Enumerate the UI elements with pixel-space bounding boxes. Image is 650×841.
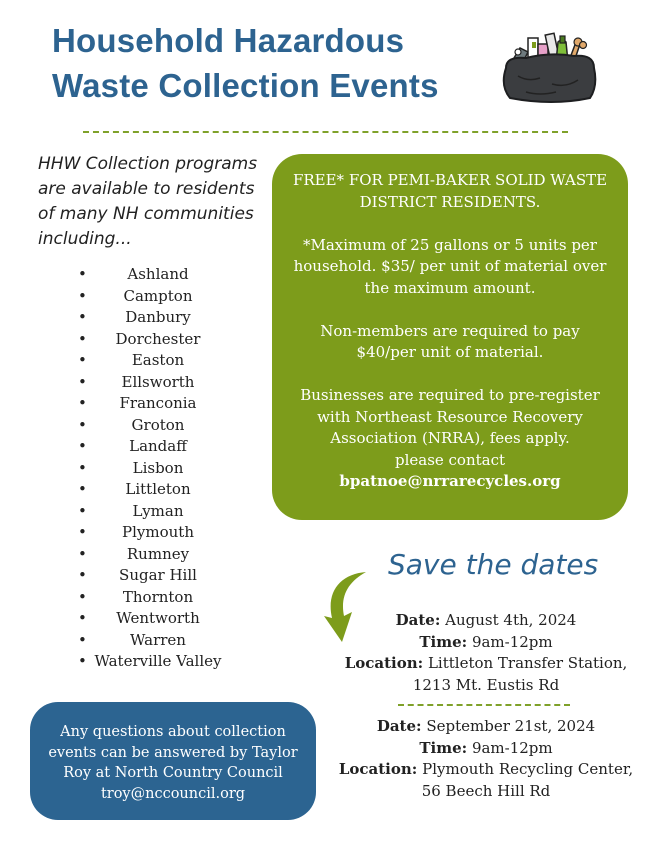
bullet-icon: • xyxy=(78,523,87,541)
questions-line: Any questions about collection xyxy=(60,724,286,740)
list-item xyxy=(78,286,238,308)
town-name: Plymouth xyxy=(122,523,194,541)
biz-line-3: Association (NRRA), fees apply. xyxy=(330,429,570,447)
bullet-icon: • xyxy=(78,609,87,627)
time-label: Time: xyxy=(419,632,468,651)
max-line-1: *Maximum of 25 gallons or 5 units per xyxy=(303,235,597,254)
event-location: Littleton Transfer Station, xyxy=(427,654,628,672)
list-item xyxy=(78,415,238,437)
event-location: Plymouth Recycling Center, xyxy=(422,760,634,778)
town-name: Dorchester xyxy=(115,329,201,348)
contact-email-link[interactable]: bpatnoe@nrrarecycles.org xyxy=(339,472,561,490)
intro-text xyxy=(38,152,268,252)
questions-line: Roy at North Country Council xyxy=(63,765,283,781)
title-line-2: Waste Collection Events xyxy=(52,67,439,104)
town-name: Rumney xyxy=(126,544,190,563)
town-name: Landaff xyxy=(129,437,187,455)
intro-line: including... xyxy=(38,229,132,249)
bullet-icon: • xyxy=(78,394,87,412)
event-time-row xyxy=(336,738,636,760)
intro-line: of many NH communities xyxy=(38,204,254,224)
event-address: 1213 Mt. Eustis Rd xyxy=(412,675,560,694)
list-item xyxy=(78,329,238,351)
bullet-icon: • xyxy=(78,351,87,369)
list-item xyxy=(78,544,238,566)
event-location-row xyxy=(336,653,636,675)
town-name: Sugar Hill xyxy=(119,566,197,584)
maximum-notice xyxy=(286,235,614,300)
biz-line-2: with Northeast Resource Recovery xyxy=(317,407,583,426)
list-item xyxy=(78,307,238,329)
town-name: Easton xyxy=(131,351,185,369)
town-name: Waterville Valley xyxy=(94,652,222,670)
bullet-icon: • xyxy=(78,544,87,563)
list-item xyxy=(78,458,238,480)
top-divider xyxy=(83,131,568,133)
event-august xyxy=(336,610,636,696)
nonmember-notice xyxy=(286,321,614,364)
event-location-row xyxy=(336,759,636,781)
trash-bag-icon xyxy=(500,28,600,108)
event-time: 9am-12pm xyxy=(471,738,553,757)
bullet-icon: • xyxy=(78,308,87,326)
town-name: Danbury xyxy=(125,308,191,326)
bullet-icon: • xyxy=(78,630,87,649)
town-name: Warren xyxy=(130,630,186,649)
list-item xyxy=(78,565,238,587)
list-item xyxy=(78,651,238,673)
nonmember-line-1: Non-members are required to pay xyxy=(320,321,580,340)
event-date: August 4th, 2024 xyxy=(445,611,577,629)
max-line-2: household. $35/ per unit of material over xyxy=(293,257,607,275)
town-name: Ashland xyxy=(127,265,189,283)
location-label: Location: xyxy=(338,760,418,778)
bullet-icon: • xyxy=(78,587,87,606)
list-item xyxy=(78,372,238,394)
time-label: Time: xyxy=(419,738,468,757)
free-notice xyxy=(286,170,614,213)
list-item xyxy=(78,350,238,372)
bullet-icon: • xyxy=(78,480,87,498)
bullet-icon: • xyxy=(78,415,87,434)
intro-line: are available to residents xyxy=(38,179,255,199)
free-line-2: DISTRICT RESIDENTS. xyxy=(359,192,541,211)
page-title xyxy=(52,18,492,108)
event-date-row xyxy=(336,610,636,632)
questions-box xyxy=(30,702,316,820)
list-item xyxy=(78,608,238,630)
list-item xyxy=(78,479,238,501)
list-item xyxy=(78,436,238,458)
intro-line: HHW Collection programs xyxy=(38,154,258,174)
town-name: Thornton xyxy=(122,587,194,606)
event-time: 9am-12pm xyxy=(471,632,553,651)
list-item xyxy=(78,522,238,544)
bullet-icon: • xyxy=(78,458,87,477)
save-the-dates-heading: Save the dates xyxy=(388,548,599,581)
list-item xyxy=(78,587,238,609)
bullet-icon: • xyxy=(78,329,87,348)
date-label: Date: xyxy=(376,717,422,735)
biz-line-1: Businesses are required to pre-register xyxy=(300,386,600,404)
list-item xyxy=(78,501,238,523)
nonmember-line-2: $40/per unit of material. xyxy=(356,343,544,361)
event-time-row xyxy=(336,632,636,654)
questions-email-link[interactable]: troy@nccouncil.org xyxy=(100,785,246,802)
free-line-1: FREE* FOR PEMI-BAKER SOLID WASTE xyxy=(292,171,608,189)
list-item xyxy=(78,393,238,415)
business-notice xyxy=(286,385,614,493)
questions-line: events can be answered by Taylor xyxy=(48,744,298,761)
title-line-1: Household Hazardous xyxy=(52,22,405,59)
event-date: September 21st, 2024 xyxy=(426,717,596,735)
town-name: Campton xyxy=(123,286,193,305)
bullet-icon: • xyxy=(78,265,87,283)
town-name: Lyman xyxy=(132,501,184,520)
biz-line-4: please contact xyxy=(394,450,506,469)
towns-list xyxy=(78,264,238,673)
list-item xyxy=(78,630,238,652)
event-address: 56 Beech Hill Rd xyxy=(421,781,551,800)
max-line-3: the maximum amount. xyxy=(364,278,536,297)
town-name: Lisbon xyxy=(132,458,184,477)
bullet-icon: • xyxy=(78,286,87,305)
bullet-icon: • xyxy=(78,566,87,584)
bullet-icon: • xyxy=(78,437,87,455)
town-name: Franconia xyxy=(119,394,197,412)
town-name: Groton xyxy=(131,415,185,434)
town-name: Wentworth xyxy=(116,609,200,627)
event-september xyxy=(336,716,636,802)
list-item xyxy=(78,264,238,286)
bullet-icon: • xyxy=(78,372,87,391)
event-date-row xyxy=(336,716,636,738)
bullet-icon: • xyxy=(78,652,87,670)
bullet-icon: • xyxy=(78,501,87,520)
date-label: Date: xyxy=(395,611,441,629)
town-name: Littleton xyxy=(125,480,191,498)
events-divider xyxy=(398,704,570,706)
location-label: Location: xyxy=(344,654,424,672)
town-name: Ellsworth xyxy=(121,372,195,391)
fees-info-box xyxy=(272,154,628,520)
